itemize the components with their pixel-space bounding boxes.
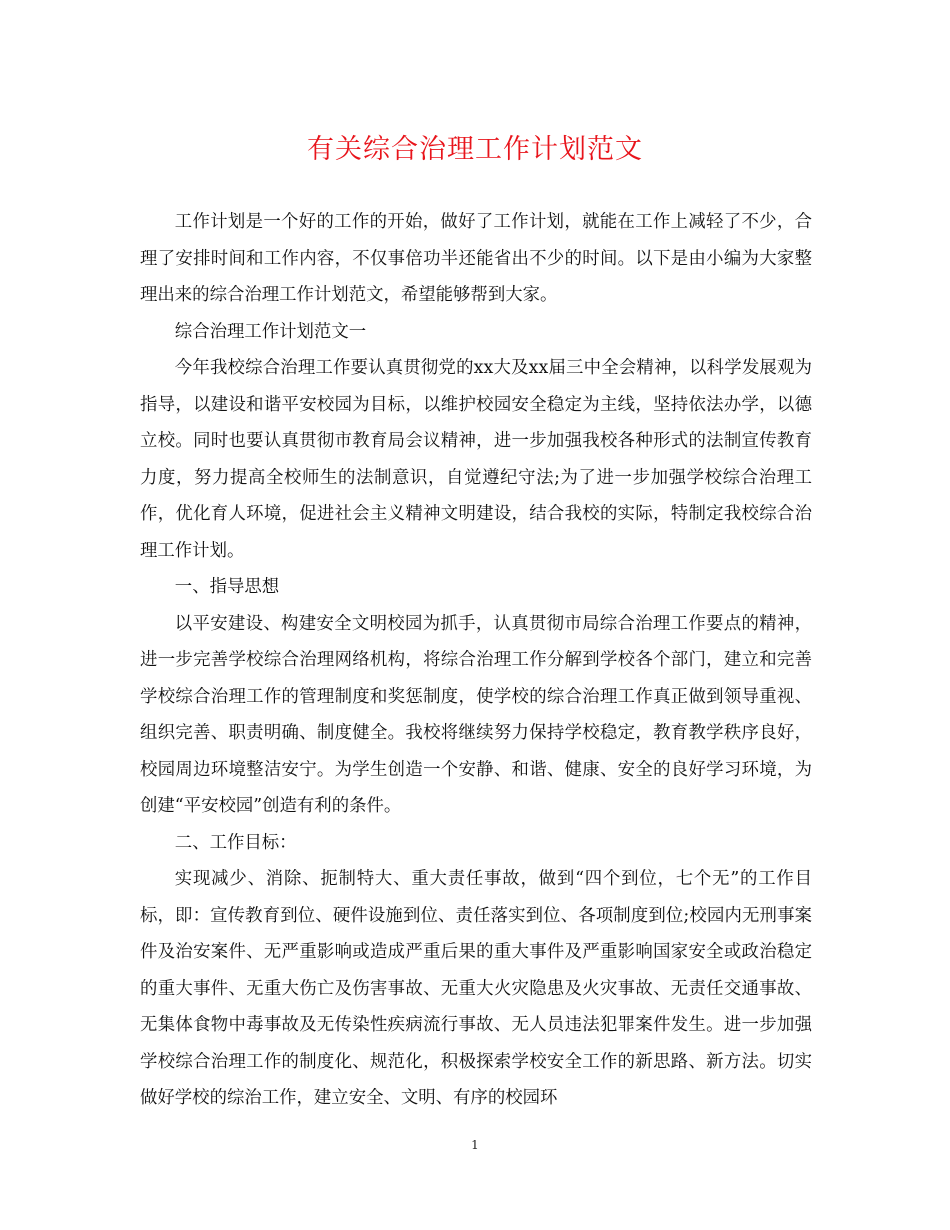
document-title: 有关综合治理工作计划范文	[307, 134, 643, 165]
paragraph-overview: 今年我校综合治理工作要认真贯彻党的xx大及xx届三中全会精神，以科学发展观为指导，以建设和谐平安校园为目标，以维护校园安全稳定为主线，坚持依法办学，以德立校。同时也要认真贯彻市教育局会议精神，进一步加强我校各种形式的法制宣传教育力度，努力提高全校师生的法制意识，自觉遵纪守法;为了进一步加强学校综合治理工作，优化育人环境，促进社会主义精神文明建设，结合我校的实际，特制定我校综合治理工作计划。	[140, 358, 812, 561]
section-heading-guiding-ideology: 一、指导思想	[174, 577, 280, 597]
paragraph-work-goals: 实现减少、消除、扼制特大、重大责任事故，做到“四个到位，七个无”的工作目标，即：宣传教育到位、硬件设施到位、责任落实到位、各项制度到位;校园内无刑事案件及治安案件、无严重影响或造成严重后果的重大事件及严重影响国家安全或政治稳定的重大事件、无重大伤亡及伤害事故、无重大火灾隐患及火灾事故、无责任交通事故、无集体食物中毒事故及无传染性疾病流行事故、无人员违法犯罪案件发生。进一步加强学校综合治理工作的制度化、规范化，积极探索学校安全工作的新思路、新方法。切实做好学校的综治工作，建立安全、文明、有序的校园环	[140, 869, 812, 1108]
page-number: 1	[471, 1138, 479, 1152]
document-body	[140, 204, 812, 1117]
section-heading-work-goals: 二、工作目标：	[174, 832, 297, 853]
section-heading-plan-one: 综合治理工作计划范文一	[174, 321, 367, 342]
paragraph-intro: 工作计划是一个好的工作的开始，做好了工作计划，就能在工作上减轻了不少，合理了安排时间和工作内容，不仅事倍功半还能省出不少的时间。以下是由小编为大家整理出来的综合治理工作计划范文，希望能够帮到大家。	[140, 212, 812, 305]
paragraph-guiding-ideology: 以平安建设、构建安全文明校园为抓手，认真贯彻市局综合治理工作要点的精神，进一步完善学校综合治理网络机构，将综合治理工作分解到学校各个部门，建立和完善学校综合治理工作的管理制度和奖惩制度，使学校的综合治理工作真正做到领导重视、组织完善、职责明确、制度健全。我校将继续努力保持学校稳定，教育教学秩序良好，校园周边环境整洁安宁。为学生创造一个安静、和谐、健康、安全的良好学习环境，为创建“平安校园”创造有利的条件。	[140, 613, 812, 816]
